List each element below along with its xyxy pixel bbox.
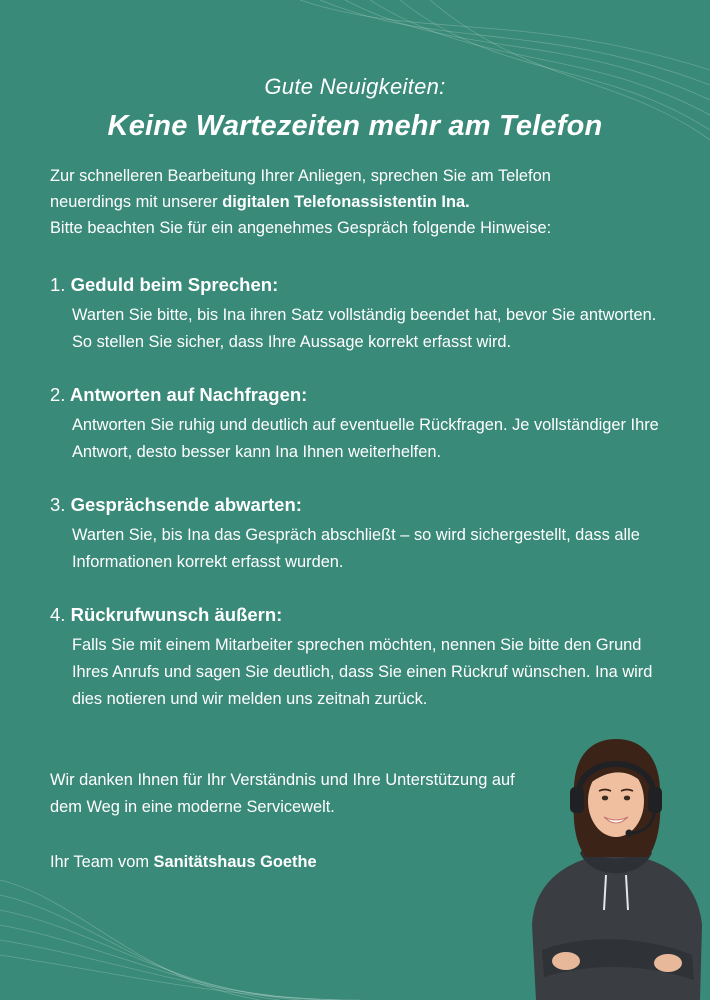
list-item (50, 602, 670, 713)
headset-agent-illustration (522, 735, 710, 1000)
company-name: Sanitätshaus Goethe (153, 853, 317, 871)
page-title: Keine Wartezeiten mehr am Telefon (107, 110, 603, 142)
intro-line-2 (50, 189, 670, 215)
signoff (50, 849, 550, 875)
list-item-title: Antworten auf Nachfragen: (69, 384, 308, 405)
list-item-heading (50, 602, 670, 628)
list-item-number: 4. (50, 604, 66, 625)
intro-text (50, 163, 670, 241)
list-item (50, 382, 670, 466)
intro-line-2-prefix: neuerdings mit unserer (50, 193, 223, 211)
list-item (50, 272, 670, 356)
list-item-body: Antworten Sie ruhig und deutlich auf eventuelle Rückfragen. Je vollständiger Ihre Antwort, desto besser kann Ina Ihnen weiterhelfen. (72, 416, 659, 461)
list-item-body: Warten Sie, bis Ina das Gespräch abschließt – so wird sichergestellt, dass alle Informationen korrekt erfasst wurden. (72, 526, 640, 571)
list-item (50, 492, 670, 576)
list-item-title: Geduld beim Sprechen: (70, 274, 279, 295)
list-item-number: 2. (50, 384, 66, 405)
list-item-heading (50, 382, 670, 408)
signoff-prefix: Ihr Team vom (50, 853, 154, 871)
intro-assistant-name: digitalen Telefonassistentin Ina. (222, 193, 470, 211)
intro-line-3: Bitte beachten Sie für ein angenehmes Gespräch folgende Hinweise: (50, 219, 552, 237)
list-item-heading (50, 492, 670, 518)
kicker: Gute Neuigkeiten: (264, 74, 446, 99)
list-item-body: Warten Sie bitte, bis Ina ihren Satz vollständig beendet hat, bevor Sie antworten. So stellen Sie sicher, dass Ihre Aussage korrekt erfasst wird. (72, 306, 657, 351)
intro-line-1: Zur schnelleren Bearbeitung Ihrer Anliegen, sprechen Sie am Telefon (50, 167, 551, 185)
thanks-text: Wir danken Ihnen für Ihr Verständnis und Ihre Unterstützung auf dem Weg in eine moderne Servicewelt. (50, 771, 515, 816)
list-item-title: Gesprächsende abwarten: (70, 494, 302, 515)
list-item-title: Rückrufwunsch äußern: (70, 604, 283, 625)
list-item-heading (50, 272, 670, 298)
list-item-body: Falls Sie mit einem Mitarbeiter sprechen möchten, nennen Sie bitte den Grund Ihres Anrufs und sagen Sie deutlich, dass Sie einen Rückruf wünschen. Ina wird dies notieren und wir melden uns zeitnah zurück. (72, 636, 653, 708)
hoodie (532, 857, 702, 1000)
list-item-number: 3. (50, 494, 66, 515)
list-item-number: 1. (50, 274, 66, 295)
